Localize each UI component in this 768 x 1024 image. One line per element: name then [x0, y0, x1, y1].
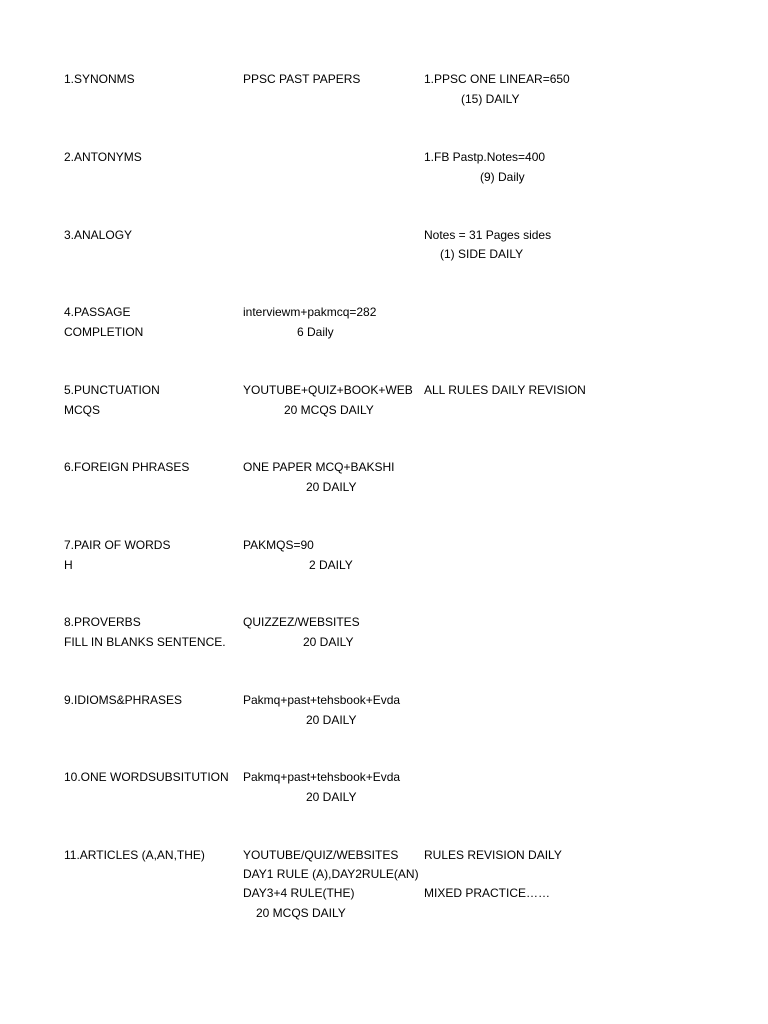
source-pair-of-words-1: PAKMQS=90 [243, 538, 314, 552]
topic-idioms: 9.IDIOMS&PHRASES [64, 693, 183, 707]
source-one-word-1: Pakmq+past+tehsbook+Evda [243, 770, 401, 784]
source-articles-4: 20 MCQS DAILY [256, 906, 346, 920]
topic-one-word: 10.ONE WORDSUBSITUTION [64, 770, 229, 784]
topic-passage-2: COMPLETION [64, 325, 144, 339]
source-punctuation-1: YOUTUBE+QUIZ+BOOK+WEB [243, 383, 413, 397]
source-proverbs-1: QUIZZEZ/WEBSITES [243, 615, 360, 629]
notes-synonyms-1: 1.PPSC ONE LINEAR=650 [424, 72, 570, 86]
source-passage-1: interviewm+pakmcq=282 [243, 305, 377, 319]
topic-punctuation-1: 5.PUNCTUATION [64, 383, 160, 397]
source-foreign-phrases-2: 20 DAILY [306, 480, 357, 494]
notes-articles-3: MIXED PRACTICE…… [424, 886, 551, 900]
topic-analogy: 3.ANALOGY [64, 228, 133, 242]
topic-proverbs-1: 8.PROVERBS [64, 615, 141, 629]
source-synonyms: PPSC PAST PAPERS [243, 72, 361, 86]
source-pair-of-words-2: 2 DAILY [309, 558, 353, 572]
topic-synonyms: 1.SYNONMS [64, 72, 135, 86]
notes-antonyms-1: 1.FB Pastp.Notes=400 [424, 150, 546, 164]
topic-passage-1: 4.PASSAGE [64, 305, 131, 319]
topic-punctuation-2: MCQS [64, 403, 100, 417]
source-passage-2: 6 Daily [297, 325, 334, 339]
source-idioms-1: Pakmq+past+tehsbook+Evda [243, 693, 401, 707]
topic-proverbs-2: FILL IN BLANKS SENTENCE. [64, 635, 226, 649]
source-punctuation-2: 20 MCQS DAILY [284, 403, 374, 417]
source-idioms-2: 20 DAILY [306, 713, 357, 727]
topic-pair-of-words-1: 7.PAIR OF WORDS [64, 538, 171, 552]
notes-antonyms-2: (9) Daily [480, 170, 525, 184]
notes-punctuation-1: ALL RULES DAILY REVISION [424, 383, 586, 397]
source-articles-2: DAY1 RULE (A),DAY2RULE(AN) [243, 867, 419, 881]
notes-analogy-1: Notes = 31 Pages sides [424, 228, 552, 242]
source-articles-3: DAY3+4 RULE(THE) [243, 886, 355, 900]
topic-foreign-phrases: 6.FOREIGN PHRASES [64, 460, 190, 474]
notes-analogy-2: (1) SIDE DAILY [440, 247, 524, 261]
topic-pair-of-words-2: H [64, 558, 73, 572]
topic-articles: 11.ARTICLES (A,AN,THE) [64, 848, 205, 862]
source-articles-1: YOUTUBE/QUIZ/WEBSITES [243, 848, 399, 862]
source-proverbs-2: 20 DAILY [303, 635, 354, 649]
source-foreign-phrases-1: ONE PAPER MCQ+BAKSHI [243, 460, 395, 474]
notes-articles-1: RULES REVISION DAILY [424, 848, 562, 862]
source-one-word-2: 20 DAILY [306, 790, 357, 804]
notes-synonyms-2: (15) DAILY [461, 92, 520, 106]
topic-antonyms: 2.ANTONYMS [64, 150, 142, 164]
